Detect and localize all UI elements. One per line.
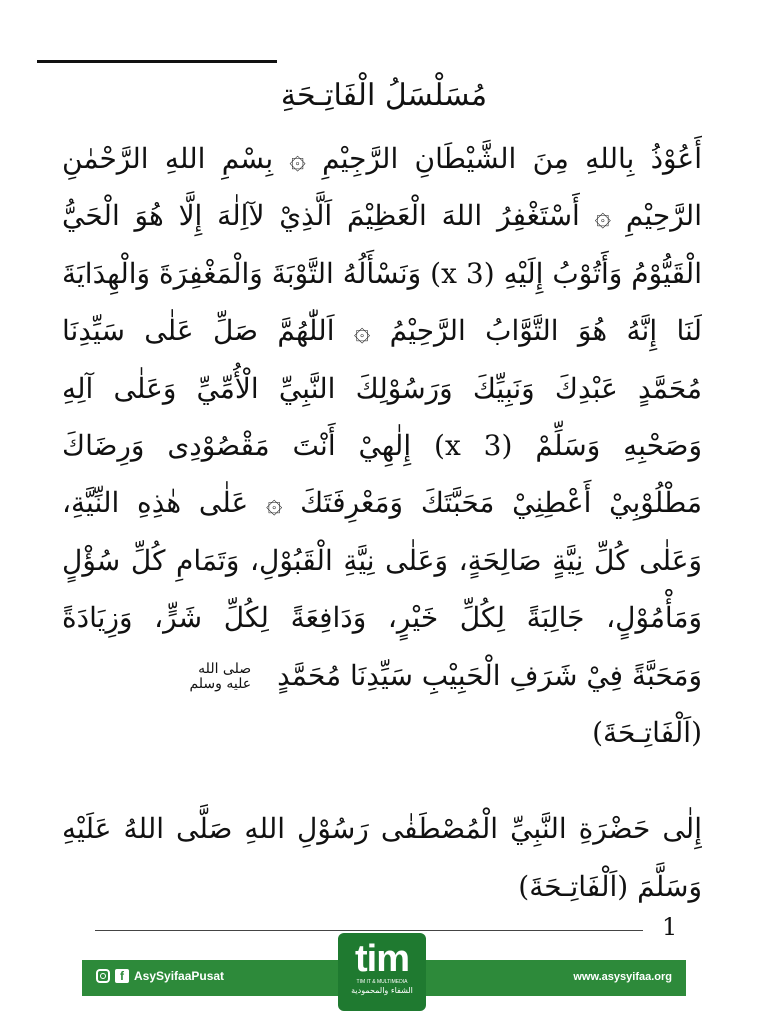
- social-handle: AsySyifaaPusat: [134, 969, 225, 983]
- text-line: لَنَا إِنَّهُ هُوَ التَّوَّابُ الرَّحِيْمُ ۞ اَللّٰهُمَّ صَلِّ عَلٰى سَيِّدِنَا: [62, 314, 702, 348]
- page-title: مُسَلْسَلُ الْفَاتِـحَةِ: [280, 78, 488, 113]
- text-line: وَعَلٰى كُلِّ نِيَّةٍ صَالِحَةٍ، وَعَلٰى نِيَّةِ الْقَبُوْلِ، وَتَمَامِ كُلِّ سُؤْلٍ: [62, 543, 702, 577]
- text-line: الرَّحِيْمِ ۞ أَسْتَغْفِرُ اللهَ الْعَظِيْمَ اَلَّذِيْ لآاِلٰهَ إِلَّا هُوَ الْحَيُّ: [62, 199, 702, 233]
- text-line: أَعُوْذُ بِاللهِ مِنَ الشَّيْطَانِ الرَّجِيْمِ ۞ بِسْمِ اللهِ الرَّحْمٰنِ: [62, 142, 702, 175]
- prayer-paragraph-1: [62, 130, 702, 761]
- website-url: www.asysyifaa.org: [573, 971, 672, 983]
- tim-logo: [338, 933, 426, 1011]
- facebook-icon: f: [115, 969, 129, 983]
- text-line: وَسَلَّمَ (اَلْفَاتِـحَةَ): [518, 870, 702, 903]
- logo-subtitle: TIM IT & MULTIMEDIA: [356, 979, 408, 985]
- top-rule: [37, 60, 277, 63]
- text-line: مَطْلُوْبِيْ أَعْطِنِيْ مَحَبَّتَكَ وَمَعْرِفَتَكَ ۞ عَلٰى هٰذِهِ النِّيَّةِ،: [62, 486, 702, 520]
- logo-text: tim: [355, 938, 409, 980]
- text-line: وَمَأْمُوْلٍ، جَالِبَةً لِكُلِّ خَيْرٍ، وَدَافِعَةً لِكُلِّ شَرٍّ، وَزِيَادَةً: [62, 601, 702, 635]
- salawat-top: صلى الله: [198, 661, 252, 678]
- text-line-with-salawat: [62, 647, 702, 704]
- text-line-fatiha: (اَلْفَاتِـحَةَ): [592, 715, 702, 749]
- text-line: وَصَحْبِهِ وَسَلِّمْ (3 x) إِلٰهِيْ أَنْتَ مَقْصُوْدِى وَرِضَاكَ: [62, 428, 702, 462]
- text-line: الْقَيُّوْمُ وَأَتُوْبُ إِلَيْهِ (3 x) وَنَسْأَلُهُ التَّوْبَةَ وَالْمَغْفِرَةَ وَالْهِدَايَةَ: [62, 256, 702, 290]
- page-number: 1: [662, 913, 678, 941]
- bottom-rule: [95, 930, 643, 931]
- prayer-paragraph-2: [62, 800, 702, 916]
- text-line: مُحَمَّدٍ عَبْدِكَ وَنَبِيِّكَ وَرَسُوْلِكَ النَّبِيِّ الْأُمِّيِّ وَعَلٰى آلِهِ: [62, 371, 702, 405]
- logo-arabic: الشفاء والمحمودية: [351, 986, 413, 995]
- social-links: [96, 969, 224, 983]
- text-line-content: وَمَحَبَّةً فِيْ شَرَفِ الْحَبِيْبِ سَيِّدِنَا مُحَمَّدٍ: [277, 658, 702, 692]
- salawat-symbol: [189, 662, 251, 692]
- salawat-bottom: عليه وسلم: [189, 676, 252, 693]
- instagram-icon: [96, 969, 110, 983]
- text-line: إِلٰى حَضْرَةِ النَّبِيِّ الْمُصْطَفٰى رَسُوْلِ اللهِ صَلَّى اللهُ عَلَيْهِ: [62, 812, 702, 845]
